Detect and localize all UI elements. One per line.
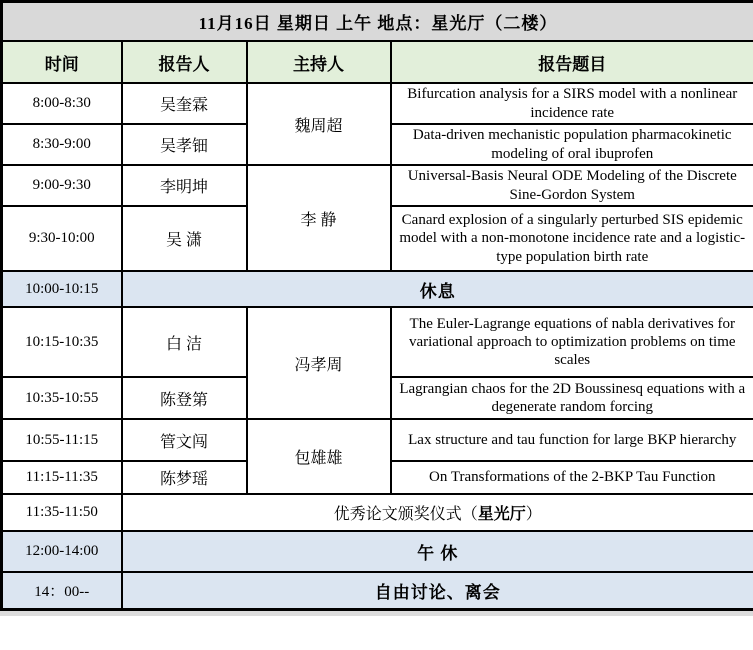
award-ceremony-label	[122, 494, 753, 531]
speaker-cell: 陈登第	[122, 377, 247, 419]
page-title: 11月16日 星期日 上午 地点：星光厅（二楼）	[2, 2, 753, 42]
time-cell: 9:00-9:30	[2, 165, 122, 206]
speaker-cell: 吴奎霖	[122, 83, 247, 124]
time-cell: 11:15-11:35	[2, 461, 122, 494]
time-cell: 10:15-10:35	[2, 307, 122, 377]
time-cell: 8:00-8:30	[2, 83, 122, 124]
column-header-talk-title: 报告题目	[391, 41, 753, 83]
speaker-cell: 陈梦瑶	[122, 461, 247, 494]
time-cell: 8:30-9:00	[2, 124, 122, 165]
time-cell: 11:35-11:50	[2, 494, 122, 531]
talk-title-cell: Lax structure and tau function for large BKP hierarchy	[391, 419, 753, 461]
speaker-cell: 吴 潇	[122, 206, 247, 271]
table-row	[2, 83, 753, 124]
award-text-prefix: 优秀论文颁奖仪式（	[333, 506, 478, 523]
speaker-cell: 吴孝钿	[122, 124, 247, 165]
time-cell: 12:00-14:00	[2, 531, 122, 572]
time-cell: 9:30-10:00	[2, 206, 122, 271]
column-header-chair: 主持人	[247, 41, 391, 83]
time-cell: 14：00--	[2, 572, 122, 609]
next-table-edge	[0, 611, 753, 616]
chair-cell: 魏周超	[247, 83, 391, 165]
award-text-venue: 星光厅	[477, 506, 526, 523]
time-cell: 10:55-11:15	[2, 419, 122, 461]
chair-cell: 冯孝周	[247, 307, 391, 419]
table-row	[2, 41, 753, 83]
speaker-cell: 管文闯	[122, 419, 247, 461]
speaker-cell: 白 洁	[122, 307, 247, 377]
table-row	[2, 419, 753, 461]
talk-title-cell: Lagrangian chaos for the 2D Boussinesq equations with a degenerate random forcing	[391, 377, 753, 419]
chair-cell: 李 静	[247, 165, 391, 271]
award-text-suffix: ）	[525, 506, 542, 523]
talk-title-cell: The Euler-Lagrange equations of nabla derivatives for variational approach to optimization problems on time scales	[391, 307, 753, 377]
talk-title-cell: Canard explosion of a singularly perturbed SIS epidemic model with a non-monotone incidence rate and a logistic-type population birth rate	[391, 206, 753, 271]
free-discussion-label: 自由讨论、离会	[122, 572, 753, 609]
lunch-label: 午 休	[122, 531, 753, 572]
chair-cell: 包雄雄	[247, 419, 391, 494]
talk-title-cell: Universal-Basis Neural ODE Modeling of the Discrete Sine-Gordon System	[391, 165, 753, 206]
table-row	[2, 307, 753, 377]
table-row	[2, 531, 753, 572]
break-label: 休息	[122, 271, 753, 307]
talk-title-cell: On Transformations of the 2-BKP Tau Function	[391, 461, 753, 494]
column-header-time: 时间	[2, 41, 122, 83]
table-row	[2, 165, 753, 206]
speaker-cell: 李明坤	[122, 165, 247, 206]
table-row	[2, 271, 753, 307]
table-row	[2, 2, 753, 42]
time-cell: 10:00-10:15	[2, 271, 122, 307]
column-header-speaker: 报告人	[122, 41, 247, 83]
talk-title-cell: Bifurcation analysis for a SIRS model with a nonlinear incidence rate	[391, 83, 753, 124]
table-row	[2, 572, 753, 609]
table-row	[2, 494, 753, 531]
talk-title-cell: Data-driven mechanistic population pharmacokinetic modeling of oral ibuprofen	[391, 124, 753, 165]
time-cell: 10:35-10:55	[2, 377, 122, 419]
